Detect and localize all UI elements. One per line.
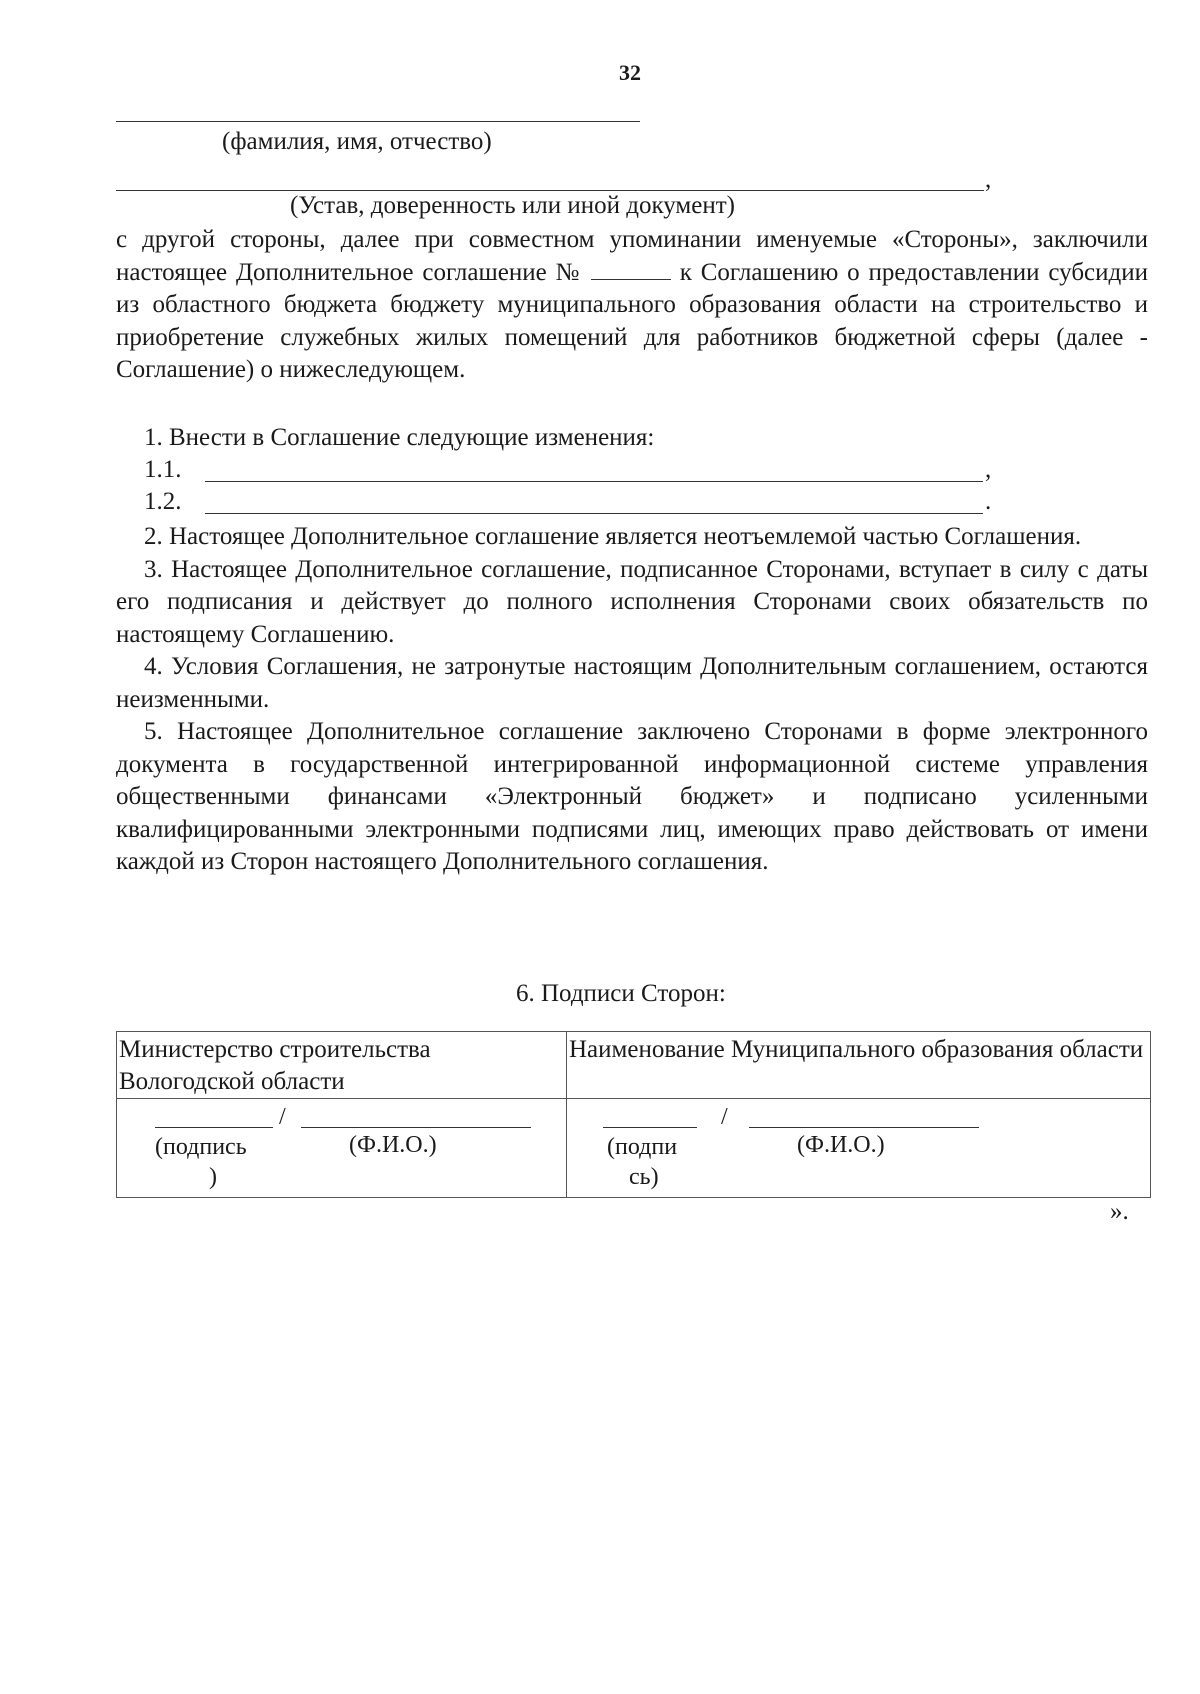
left-signature-line xyxy=(155,1127,273,1128)
right-slash: / xyxy=(721,1104,728,1130)
signature-row xyxy=(117,1099,1151,1198)
item-1-1-end: , xyxy=(985,456,992,483)
document-caption: (Устав, доверенность или иной документ) xyxy=(290,192,735,219)
items-block xyxy=(116,521,1148,879)
intro-text-rest: к Соглашению о предоставлении субсидии из областного бюджета бюджету муниципального образования области на строительство и приобретение служебных жилых помещений для работников бюджетной сферы (далее - Соглашение) о нижеследующем. xyxy=(116,258,1149,383)
item-2: 2. Настоящее Дополнительное соглашение является неотъемлемой частью Соглашения. xyxy=(144,523,1082,550)
right-signature-line xyxy=(603,1127,697,1128)
fio-blank-line xyxy=(116,121,640,122)
agreement-number-blank xyxy=(591,259,671,280)
right-signature-cell xyxy=(567,1099,1151,1198)
right-party-cell xyxy=(567,1032,1151,1099)
item-1-2-label: 1.2. xyxy=(144,488,182,515)
intro-paragraph-block xyxy=(116,224,1148,387)
left-fio-caption: (Ф.И.О.) xyxy=(349,1132,437,1158)
document-blank-line xyxy=(116,190,984,191)
closing-quote-mark: ». xyxy=(1110,1198,1129,1225)
item-1-2-end: . xyxy=(985,488,992,515)
signatures-heading: 6. Подписи Сторон: xyxy=(516,980,726,1007)
right-signature-caption: (подпи xyxy=(607,1134,678,1160)
item-1: 1. Внести в Соглашение следующие изменения: xyxy=(144,424,655,451)
left-signature-caption-end: ) xyxy=(209,1164,217,1190)
item-4: 4. Условия Соглашения, не затронутые настоящим Дополнительным соглашением, остаются неизменными. xyxy=(116,653,1148,713)
item-1-1-blank-line xyxy=(205,481,983,482)
item-3: 3. Настоящее Дополнительное соглашение, подписанное Сторонами, вступает в силу с даты его подписания и действует до полного исполнения Сторонами своих обязательств по настоящему Соглашению. xyxy=(116,555,1148,648)
right-signature-caption-end: сь) xyxy=(629,1164,659,1190)
signatures-table xyxy=(116,1031,1151,1198)
page-number: 32 xyxy=(619,60,641,85)
left-slash: / xyxy=(279,1104,286,1130)
document-line-comma: , xyxy=(985,166,992,193)
item-1-2-blank-line xyxy=(205,513,983,514)
party-names-row xyxy=(117,1032,1151,1099)
item-5: 5. Настоящее Дополнительное соглашение заключено Сторонами в форме электронного документа в государственной интегрированной информационной системе управления общественными финансами «Электронный бюджет» и подписано усиленными квалифицированными электронными подписями лиц, имеющих право действовать от имени каждой из Сторон настоящего Дополнительного соглашения. xyxy=(116,718,1148,875)
item-1-1-label: 1.1. xyxy=(144,456,182,483)
right-fio-caption: (Ф.И.О.) xyxy=(797,1132,885,1158)
left-signature-cell xyxy=(117,1099,567,1198)
left-fio-line xyxy=(301,1127,531,1128)
intro-paragraph xyxy=(116,224,1148,387)
left-party-name: Министерство строительства Вологодской области xyxy=(119,1036,431,1095)
left-party-cell xyxy=(117,1032,567,1099)
intro-text: с другой стороны, далее при совместном упоминании именуемые «Стороны», заключили настоящее Дополнительное соглашение № xyxy=(116,226,1148,286)
left-signature-caption: (подпись xyxy=(155,1134,247,1160)
right-fio-line xyxy=(749,1127,979,1128)
right-party-name: Наименование Муниципального образования области xyxy=(569,1036,1144,1063)
fio-caption: (фамилия, имя, отчество) xyxy=(222,128,492,155)
